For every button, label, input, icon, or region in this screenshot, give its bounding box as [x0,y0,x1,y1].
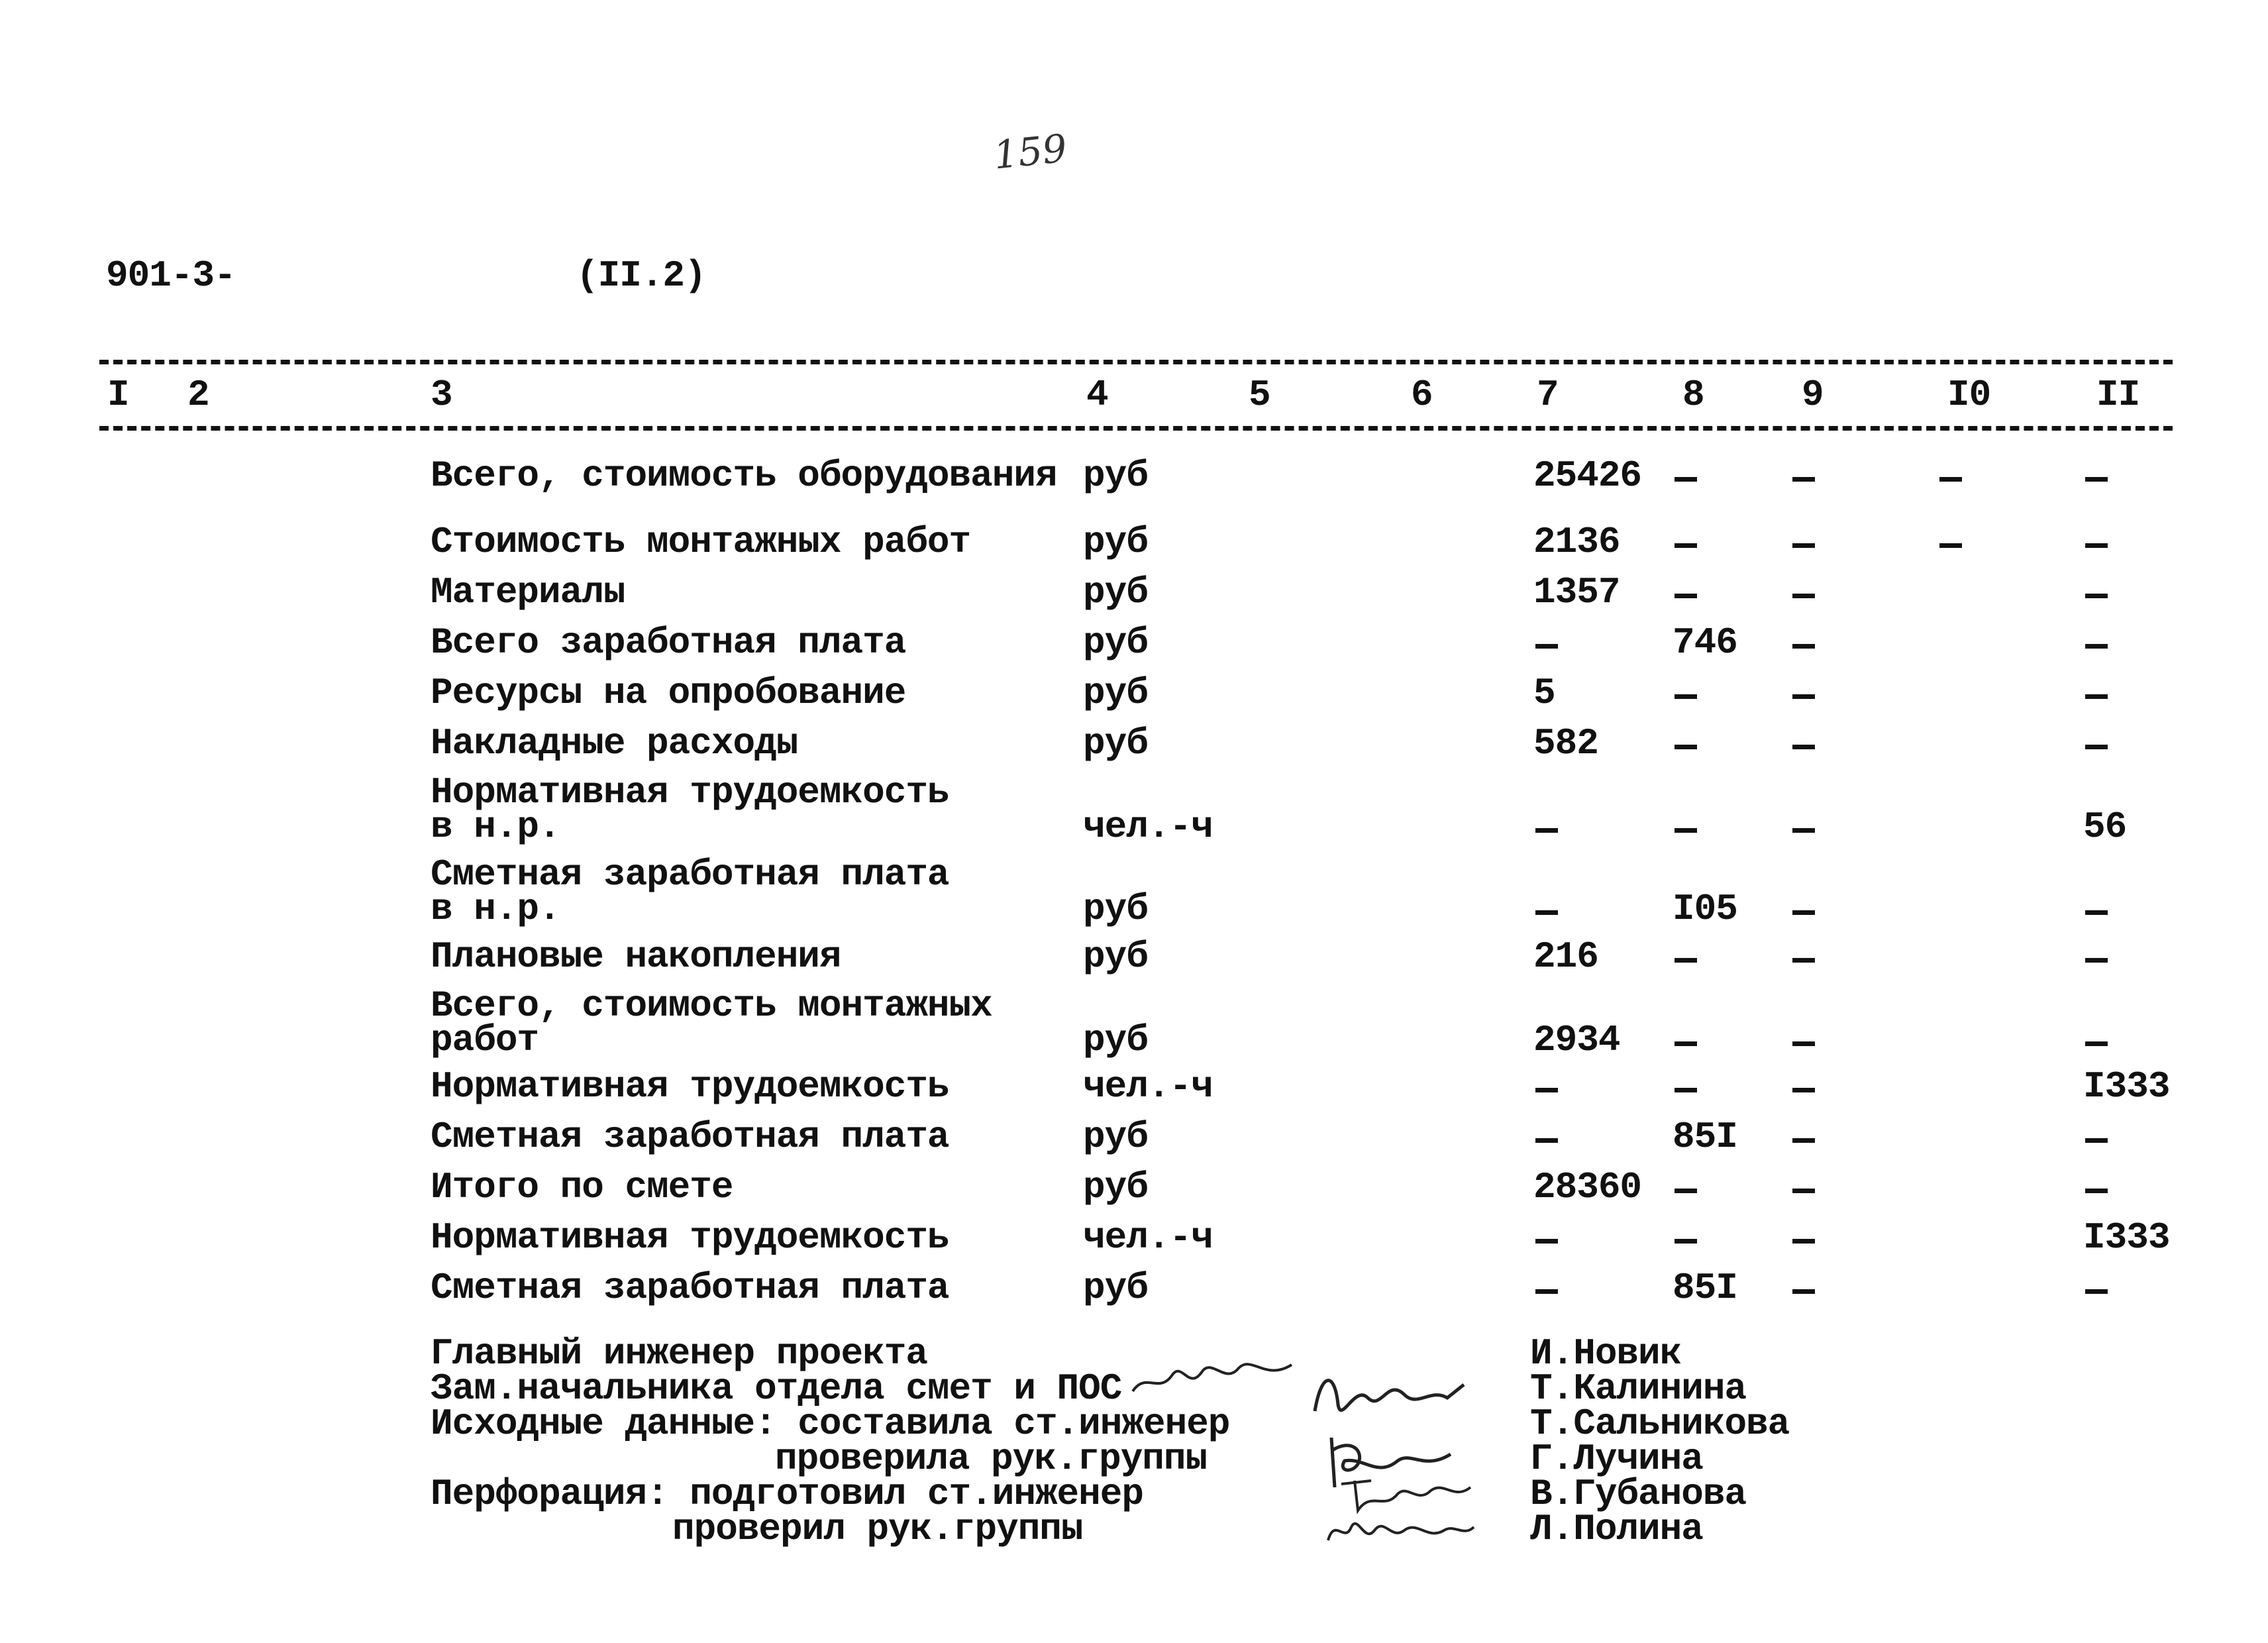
value-cell-c11: I333 [2083,1065,2170,1108]
signatory-name: Т.Калинина [1530,1367,1747,1410]
dash-cell [2085,694,2108,699]
dash-cell [2085,594,2108,598]
row-name: Нормативная трудоемкость [431,771,949,814]
signature-role: Исходные данные: составила ст.инженер [431,1403,1230,1445]
dash-cell [1535,1239,1558,1244]
value-cell-c7: 5 [1533,672,1555,714]
column-header: 4 [1086,374,1108,416]
dash-cell [1792,594,1815,598]
dash-cell [1792,1088,1815,1092]
row-name: Ресурсы на опробование [431,672,906,714]
signatory-name: Л.Полина [1530,1508,1703,1550]
dash-cell [1535,828,1558,833]
signatory-name: В.Губанова [1530,1473,1747,1515]
dash-cell [2085,1138,2108,1143]
signature-role: проверила рук.группы [775,1438,1208,1480]
dash-cell [1792,745,1815,749]
value-cell-c7: 582 [1533,722,1598,765]
column-header: II [2096,374,2140,416]
row-name: Сметная заработная плата [431,853,949,896]
dash-cell [1675,1088,1697,1092]
handwritten-signature [1126,1345,1298,1404]
row-name: Итого по смете [431,1166,733,1208]
value-cell-c7: 2136 [1533,521,1620,563]
row-unit: руб [1083,935,1148,978]
value-cell-c7: 2934 [1533,1019,1620,1061]
dash-cell [1792,1138,1815,1143]
section-number: (II.2) [576,254,706,297]
dash-cell [1792,694,1815,699]
row-name: Нормативная трудоемкость [431,1065,949,1108]
dash-cell [1675,594,1697,598]
row-name-continued: работ [431,1019,539,1061]
dash-cell [1675,694,1697,699]
dash-cell [1675,543,1697,548]
row-name: Материалы [431,571,625,613]
dash-cell [1675,745,1697,749]
dash-cell [2085,477,2108,482]
signatory-name: Г.Лучина [1530,1438,1703,1480]
column-header: 7 [1537,374,1559,416]
row-name: Сметная заработная плата [431,1267,949,1309]
signature-role: Перфорация: подготовил ст.инженер [431,1473,1143,1515]
column-header: I [107,374,129,416]
dash-cell [1675,1239,1697,1244]
header-bottom-rule [99,426,2173,431]
column-header: 6 [1411,374,1433,416]
row-unit: руб [1083,571,1148,613]
row-unit: руб [1083,672,1148,714]
dash-cell [1792,828,1815,833]
row-unit: руб [1083,1267,1148,1309]
dash-cell [1792,477,1815,482]
dash-cell [1939,543,1962,548]
column-header: 5 [1249,374,1270,416]
row-name: Всего заработная плата [431,621,906,664]
dash-cell [1675,1041,1697,1046]
column-header: 2 [187,374,209,416]
row-unit: руб [1083,454,1148,497]
row-unit: чел.-ч [1083,1216,1213,1259]
value-cell-c7: 216 [1533,935,1598,978]
dash-cell [2085,745,2108,749]
column-header: 3 [431,374,452,416]
row-name-continued: в н.р. [431,806,560,848]
handwritten-signature [1321,1504,1480,1557]
value-cell-c8: 85I [1673,1116,1737,1158]
value-cell-c8: 746 [1673,621,1737,664]
row-unit: руб [1083,888,1148,930]
row-name: Нормативная трудоемкость [431,1216,949,1259]
row-name-continued: в н.р. [431,888,560,930]
dash-cell [2085,644,2108,649]
dash-cell [1675,477,1697,482]
value-cell-c11: 56 [2083,806,2127,848]
row-name: Стоимость монтажных работ [431,521,971,563]
row-name: Накладные расходы [431,722,798,765]
column-header: I0 [1947,374,1991,416]
row-unit: руб [1083,521,1148,563]
dash-cell [1535,1088,1558,1092]
row-unit: руб [1083,1116,1148,1158]
signature-role: Зам.начальника отдела смет и ПОС [431,1367,1122,1410]
dash-cell [1535,1289,1558,1294]
value-cell-c7: 25426 [1533,454,1642,497]
dash-cell [1792,1239,1815,1244]
row-name: Всего, стоимость монтажных [431,984,992,1027]
row-unit: руб [1083,722,1148,765]
dash-cell [1792,1041,1815,1046]
row-name: Плановые накопления [431,935,841,978]
signatory-name: И.Новик [1530,1332,1682,1375]
signature-role: Главный инженер проекта [431,1332,927,1375]
row-name: Сметная заработная плата [431,1116,949,1158]
value-cell-c11: I333 [2083,1216,2170,1259]
dash-cell [1792,543,1815,548]
value-cell-c7: 28360 [1533,1166,1642,1208]
dash-cell [2085,1041,2108,1046]
value-cell-c7: 1357 [1533,571,1620,613]
dash-cell [2085,910,2108,915]
page-number: 159 [991,125,1069,178]
dash-cell [1792,910,1815,915]
dash-cell [2085,1189,2108,1193]
dash-cell [1535,1138,1558,1143]
dash-cell [1939,477,1962,482]
row-unit: руб [1083,1019,1148,1061]
dash-cell [1675,958,1697,963]
signature-role: проверил рук.группы [672,1508,1083,1550]
row-unit: руб [1083,621,1148,664]
dash-cell [1535,910,1558,915]
dash-cell [1675,1189,1697,1193]
dash-cell [1792,644,1815,649]
document-code: 901-3- [106,254,236,297]
column-header: 9 [1802,374,1824,416]
dash-cell [1792,958,1815,963]
column-header: 8 [1682,374,1704,416]
signatory-name: Т.Сальникова [1530,1403,1790,1445]
dash-cell [2085,543,2108,548]
value-cell-c8: I05 [1673,888,1737,930]
header-top-rule [99,360,2173,364]
dash-cell [2085,1289,2108,1294]
row-unit: чел.-ч [1083,1065,1213,1108]
dash-cell [2085,958,2108,963]
value-cell-c8: 85I [1673,1267,1737,1309]
dash-cell [1675,828,1697,833]
row-unit: руб [1083,1166,1148,1208]
dash-cell [1792,1289,1815,1294]
row-name: Всего, стоимость оборудования [431,454,1057,497]
dash-cell [1792,1189,1815,1193]
row-unit: чел.-ч [1083,806,1213,848]
dash-cell [1535,644,1558,649]
